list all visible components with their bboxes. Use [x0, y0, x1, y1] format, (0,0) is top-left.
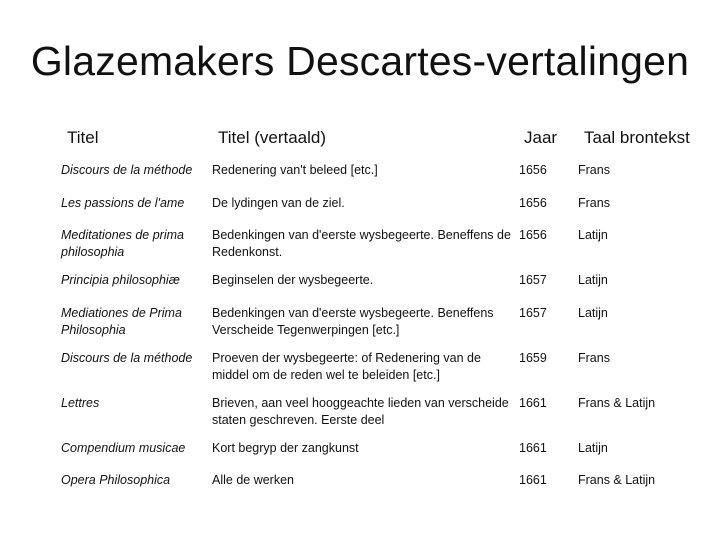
slide-title: Glazemakers Descartes-vertalingen: [30, 38, 690, 84]
cell-jaar: 1656: [519, 228, 547, 242]
cell-taal: Frans: [578, 351, 610, 365]
cell-jaar: 1661: [519, 441, 547, 455]
cell-titel: Discours de la méthode: [61, 351, 193, 365]
cell-jaar: 1656: [519, 163, 547, 177]
cell-taal: Latijn: [578, 228, 608, 242]
cell-jaar: 1657: [519, 273, 547, 287]
header-titel: Titel: [67, 128, 99, 147]
cell-titel-vertaald: Bedenkingen van d'eerste wysbegeerte. Beneffens de Redenkonst.: [212, 228, 511, 259]
cell-titel: Meditationes de prima philosophia: [61, 228, 184, 259]
header-titel-vertaald: Titel (vertaald): [218, 128, 327, 147]
cell-taal: Frans: [578, 196, 610, 210]
cell-titel: Compendium musicae: [61, 441, 186, 455]
cell-titel-vertaald: Kort begryp der zangkunst: [212, 441, 359, 455]
cell-titel-vertaald: Brieven, aan veel hooggeachte lieden van verscheide staten geschreven. Eerste deel: [212, 396, 509, 427]
cell-titel: Discours de la méthode: [61, 163, 193, 177]
cell-titel-vertaald: Alle de werken: [212, 473, 294, 487]
cell-titel-vertaald: Redenering van't beleed [etc.]: [212, 163, 378, 177]
cell-titel-vertaald: Proeven der wysbegeerte: of Redenering van de middel om de reden wel te beleiden [etc.]: [212, 351, 481, 382]
cell-titel-vertaald: Bedenkingen van d'eerste wysbegeerte. Beneffens Verscheide Tegenwerpingen [etc.]: [212, 306, 494, 337]
header-jaar: Jaar: [524, 128, 558, 147]
cell-taal: Frans & Latijn: [578, 473, 656, 487]
cell-taal: Latijn: [578, 306, 608, 320]
cell-titel: Mediationes de Prima Philosophia: [61, 306, 182, 337]
cell-taal: Frans & Latijn: [578, 396, 656, 410]
cell-taal: Latijn: [578, 441, 608, 455]
cell-titel: Opera Philosophica: [61, 473, 171, 487]
cell-taal: Latijn: [578, 273, 608, 287]
cell-taal: Frans: [578, 163, 610, 177]
header-taal-brontekst: Taal brontekst: [584, 128, 690, 147]
cell-jaar: 1661: [519, 396, 547, 410]
cell-titel: Les passions de l'ame: [61, 196, 185, 210]
cell-titel-vertaald: Beginselen der wysbegeerte.: [212, 273, 374, 287]
cell-jaar: 1659: [519, 351, 547, 365]
cell-jaar: 1656: [519, 196, 547, 210]
cell-titel-vertaald: De lydingen van de ziel.: [212, 196, 345, 210]
cell-jaar: 1661: [519, 473, 547, 487]
cell-jaar: 1657: [519, 306, 547, 320]
cell-titel: Lettres: [61, 396, 100, 410]
cell-titel: Principia philosophiæ: [61, 273, 180, 287]
